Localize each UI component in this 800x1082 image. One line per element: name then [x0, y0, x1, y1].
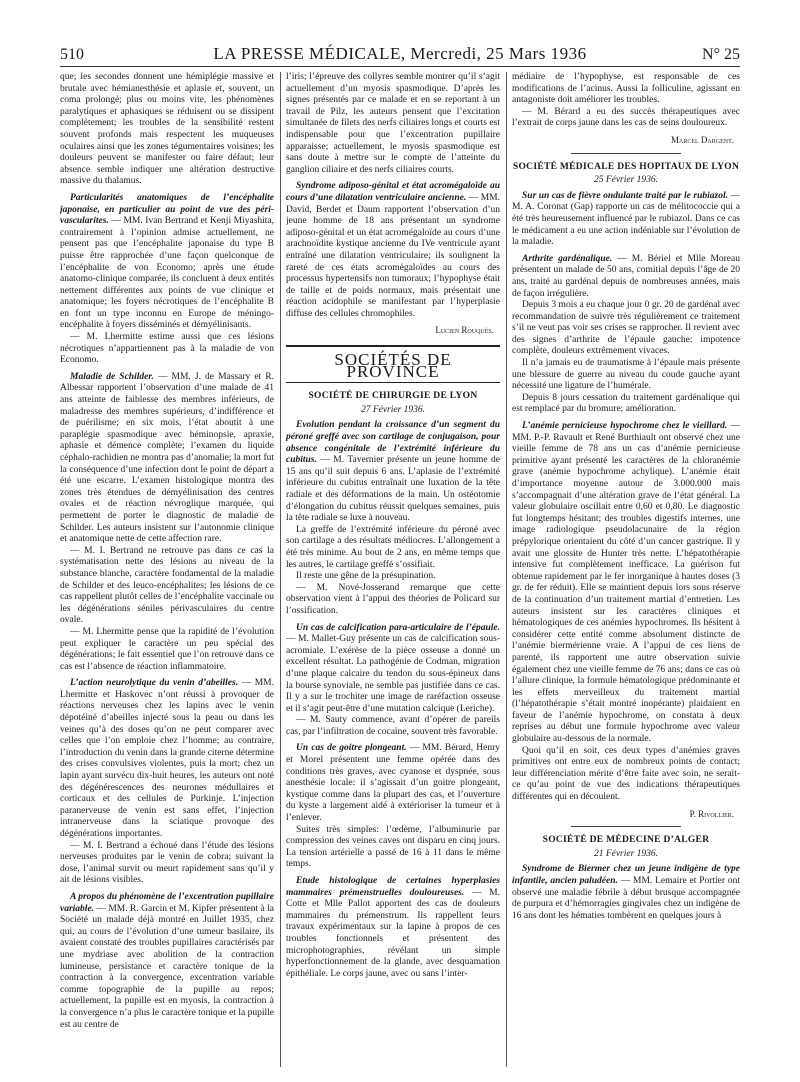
author-signature: Marcel Dargent. [671, 134, 734, 145]
article-paragraph: Depuis 8 jours cessation du traitement gardénalique qui est remplacé par du bromure; amélioration. [512, 392, 740, 415]
article-heading: Un cas de calcification para-articulaire de l’épaule. [296, 622, 500, 633]
article-text: — M. Tavernier présente un jeune homme de 15 ans qu’il suit depuis 6 ans. L’aplasie de l’extrémité inférieure du cubitus entraînait une luxation de la tête radiale et des déformations de la main. Un ostéotomie d’élongation du cubitus réussit quelques semaines, puis la tête radiale se luxe à nouveau. [286, 455, 500, 524]
article-paragraph: Depuis 3 mois a eu chaque jour 0 gr. 20 de gardénal avec recommandation de suivre très régulièrement ce traitement s’il ne veut pas voir ses crises se rapprocher. Il revient avec des signes d’arthrite de l’épaule gauche: impotence complète, douleurs extrêmement vivaces. [512, 300, 740, 357]
separator-rule [571, 826, 681, 827]
article-paragraph: Suites très simples: l’œdème, l’albuminurie par compression des veines caves ont disparu en cinq jours. La tension artérielle a passé de 16 à 11 dans le même temps. [286, 824, 500, 870]
issue-number: N° 25 [702, 46, 740, 63]
article-heading: Maladie de Schilder. [70, 371, 154, 382]
article [512, 191, 740, 249]
society-heading: SOCIÉTÉ MÉDICALE DES HOPITAUX DE LYON [512, 161, 740, 172]
article-text: — MM. Bérard, Henry et Morel présentent une femme opérée dans des conditions très graves, avec cyanose et dyspnée, sous anesthésie locale: il s’agissait d’un goitre plongeant, kystique comme dans la plupart des cas, et l’ouverture du kyste a largement aidé à extérioriser la tumeur et à l’enlever. [286, 743, 500, 824]
article-text: — MM. Lhermitte et Haskovec n’ont réussi à provoquer de réactions nerveuses chez les lapins avec le venin dépotéiné d’abeilles injecté sous la peau ou dans les veines qu’à des doses qu’on ne peut comparer avec celles que l’on emploie chez l’homme; au contraire, l’introduction du venin dans la grande citerne détermine des crises convulsives violentes, puis la mort; chez un lapin ayant survécu dix-huit heures, les auteurs ont noté des dégénérescences des neurones médullaires et corticaux et des cellules de Purkinje. L’injection paranerveuse de venin est sans effet, l’injection intranerveuse dans la sciatique provoque des dégénérations importantes. [60, 678, 274, 839]
header-rule [60, 66, 740, 67]
article-text: — M. Bériel et Mlle Moreau présentent un malade de 50 ans, comitial depuis l’âge de 20 ans, traité au gardénal depuis de nombreuses années, mais de façon irrégulière. [512, 253, 740, 299]
article [512, 254, 740, 416]
column-3 [512, 72, 740, 1072]
article-heading: Syndrome adiposo-génital et état acromégaloïde au cours d’une dilatation ventriculaire ancienne. [286, 181, 500, 203]
article [286, 181, 500, 320]
article-text: que; les secondes donnent une hémiplégie massive et brutale avec hémianesthésie et aplasie et, souvent, un coma prolongé; plus ou moins vite, les phénomènes paralytiques et aphasiques se réduisent ou se dissipent complètement; les troubles de la sensibilité restent souvent profonds mais respectent les muqueuses oculaires ainsi que les zones tégumentaires voisines; les douleurs peuvent se manifester ou faire défaut; leur absence semble indiquer une altération destructive massive du thalamus. [60, 72, 274, 187]
article-paragraph: Quoi qu’il en soit, ces deux types d’anémies graves primitives ont entre eux de nombreux points de contact; leur différenciation mérite d’être faite avec soin, ne serait-ce qu’au point de vue des indications thérapeutiques différentes qui en découlent. [512, 745, 740, 803]
article-heading: L’action neurolytique du venin d’abeilles. [70, 678, 239, 689]
journal-title: LA PRESSE MÉDICALE, Mercredi, 25 Mars 1936 [213, 44, 587, 63]
article-text: l’iris; l’épreuve des collyres semble montrer qu’il s’agit actuellement d’un myosis spasmodique. D’après les signes présentés par ce malade et en se reportant à un travail de Pilz, les auteurs pensent que l’excitation simultanée de filets des nerfs ciliaires longs et courts est indispensable pour que l’excentration pupillaire apparaisse; actuellement, le myosis spasmodique est sans doute à mettre sur le compte de l’atteinte du ganglion ciliaire et des nerfs ciliaires courts. [286, 72, 500, 175]
society-heading: SOCIÉTÉ DE CHIRURGIE DE LYON [308, 391, 478, 402]
article-heading: Evolution pendant la croissance d’un segment du péroné greffé avec son cartilage de conjugaison, pour absence congénitale de l’extrémité inférieure du cubitus. [286, 420, 500, 466]
article-heading: L’anémie pernicieuse hypochrome chez le vieillard. [522, 421, 728, 432]
article-heading: Un cas de goitre plongeant. [296, 743, 407, 754]
column-1 [60, 72, 274, 1072]
article-text: — M. A. Coronat (Gap) rapporte un cas de mélitococcie qui a été très heureusement influencé par le rubiazol. Dans ce cas le médicament a eu une action indéniable sur l’évolution de la maladie. [512, 190, 740, 248]
article-text: — M. Mallet-Guy présente un cas de calcification sous-acromiale. L’exérèse de la pièce osseuse a donné un excellent résultat. La pathogénie de Codman, migration d’une plaque calcaire du tendon du sous-épineux dans la bourse synoviale, ne semble pas justifiée dans ce cas. Il y a sur le trochiter une image de raréfaction osseuse et il s’agit peut-être d’une mutation calcique (Leriche). [286, 634, 500, 714]
article-paragraph: — M. Bérard a eu des succès thérapeutiques avec l’extrait de corps jaune dans les cas de seins douloureux. [512, 106, 740, 129]
session-date: 27 Février 1936. [360, 404, 426, 415]
article [60, 678, 274, 887]
article-heading: Particularités anatomiques de l’encéphalite japonaise, en particulier au point de vue des péri-vascularites. [60, 192, 274, 227]
article-text: — MM. Lemaire et Portier ont observé une maladie fébrile à début brusque accompagnée de purpura et d’hémorragies gingivales chez un indigène de 16 ans dont les hématies tombèrent en quelques jours à [512, 876, 740, 921]
article-paragraph: — M. Lhermitte estime aussi que ces lésions nécrotiques n’appartiennent pas à la maladie de von Economo. [60, 332, 274, 366]
page-header [60, 44, 740, 66]
article-paragraph: — M. Lhermitte pense que la rapidité de l’évolution peut expliquer le caractère un peu spécial des dégénérations; le fait essentiel que l’on retrouve dans ce cas est l’absence de réaction inflammatoire. [60, 626, 274, 672]
article [286, 72, 500, 176]
article-heading: Etude histologique de certaines hyperplasies mammaires prémenstruelles douloureuses. [286, 876, 500, 898]
section-banner: SOCIÉTÉS DE PROVINCE [286, 345, 500, 383]
page-number: 510 [60, 46, 84, 63]
session-date: 25 Février 1936. [593, 175, 659, 186]
article-text: — MM. Ivan Bertrand et Kenji Miyashita, contrairement à l’opinion admise actuellement, ne pensent pas que l’encéphalite japonaise du type B puisse être rapprochée d’une façon quelconque de l’encéphalite de von Economo; après une étude anatomo-clinique comparée, ils concluent à deux entités nettement différentes aux points de vue clinique et anatomique; les foyers nécrotiques de l’encéphalite B en font un type inconnu en Europe de méningo-encéphalite à foyers disséminés et démyélinisants. [60, 216, 274, 331]
article [286, 876, 500, 980]
article-paragraph: — M. I. Bertrand a échoué dans l’étude des lésions nerveuses produites par le venin de cobra; suivant la dose, l’animal survit ou meurt rapidement sans qu’il y ait de lésions visibles. [60, 840, 274, 886]
article-heading: Syndrome de Biermer chez un jeune indigène de type infantile, ancien paludéen. [512, 864, 740, 886]
column-2 [286, 72, 500, 1072]
column-divider [280, 72, 281, 1067]
article-paragraph: — M. I. Bertrand ne retrouve pas dans ce cas la systématisation nette des lésions au niveau de la substance blanche, caractère fondamental de la maladie de Schilder et des leuco-encéphalites; les lésions de ce cas rappellent plutôt celles de l’encéphalite vaccinale ou les dégénérations séniles périvasculaires du centre ovale. [60, 545, 274, 626]
article-paragraph: — M. Nové-Josserand remarque que cette observation vient à l’appui des théories de Policard sur l’ossification. [286, 582, 500, 616]
article [286, 743, 500, 871]
author-signature: P. Rivollier. [689, 808, 734, 819]
article [512, 864, 740, 922]
article-text: médiaire de l’hypophyse, est responsable de ces modifications de l’acinus. Aussi la folliculine, agissant en antagoniste doit améliorer les troubles. [512, 72, 740, 106]
article-heading: A propos du phénomène de l’excentration pupillaire variable. [60, 891, 274, 914]
article-text: — M. Cotte et Mlle Pallot apportent des cas de douleurs mammaires du prémenstrum. Ils rappellent leurs travaux expérimentaux sur la lapine à propos de ces troubles fonctionnels et présentent des microphotographies, révélant un simple hyperfonctionnement de la glande, avec desquamation épithéliale. Le corps jaune, avec ou sans l’inter- [286, 887, 500, 979]
author-signature: Lucien Rouquès. [435, 325, 494, 336]
article-paragraph: — M. Sauty commence, avant d’opérer de pareils cas, par l’infiltration de cocaïne, souvent très favorable. [286, 715, 500, 737]
article-heading: Sur un cas de fièvre ondulante traité par le rubiazol. [522, 190, 728, 201]
article [60, 193, 274, 367]
article [286, 420, 500, 617]
article-paragraph: Il reste une gêne de la présupination. [296, 571, 436, 582]
article [286, 623, 500, 739]
article-text: — MM. J. de Massary et R. Albessar rapportent l’observation d’une malade de 41 ans atteinte de faiblesse des membres inférieurs, de maladresse des membres supérieurs, d’indifférence et de puérilisme; en six mois, l’état aboutit à une paraplégie spasmodique avec héminopsie, apraxie, aphasie et démence complète; l’examen du liquide céphalo-rachidien ne montra pas d’anomalie; la mort fut la conséquence d’une infection dont le point de départ a été une escarre. L’examen histologique montra des zones très étendues de démyélinisation des centres ovales et de réaction névroglique marquée, qui permettent de porter le diagnostic de maladie de Schilder. Les auteurs insistent sur l’autonomie clinique et anatomique nette de cette affection rare. [60, 371, 274, 545]
article [512, 72, 740, 130]
article [60, 372, 274, 673]
article-text: — MM. R. Garcin et M. Kipfer présentent à la Société un malade déjà montré en Juillet 1935, chez qui, au cours de l’évolution d’une tumeur basilaire, ils avaient constaté des troubles pupillaires caractérisés par une mydriase avec abolition de la contraction lumineuse, persistance et caractère tonique de la contraction à la convergence, excentration variable comme topographie de la pupille au repos; actuellement, la pupille est en myosis, la contraction à la convergence n’a plus le caractère tonique et la pupille est au centre de [60, 903, 274, 1030]
article [512, 421, 740, 804]
article [60, 72, 274, 188]
article-text: — MM. David, Berdet et Daum rapportent l’observation d’un jeune homme de 18 ans présentant un syndrome adiposo-génital et un état acromégaloïde au cours d’une arachnoïdite kystique ancienne du IVe ventricule ayant entraîné une dilatation ventriculaire; ils soulignent la rareté de ces états acromégaloïdes au cours des processus hypertensifs non tumoraux; l’hypophyse était de taille et de poids normaux, mais présentait une réaction acidophile se manifestant par l’hyperplasie diffuse des cellules chromophiles. [286, 192, 500, 319]
article-paragraph: Il n’a jamais eu de traumatisme à l’épaule mais présente une blessure de guerre au niveau du coude gauche ayant nécessité une ligature de l’humérale. [512, 358, 740, 392]
separator-rule [571, 153, 681, 154]
article-paragraph: La greffe de l’extrémité inférieure du péroné avec son cartilage a des résultats médiocres. L’allongement a été très minime. Au bout de 2 ans, en même temps que les autres, le cartilage greffé s’ossifiait. [286, 524, 500, 570]
article-text: — MM. P.-P. Ravault et René Burthiault ont observé chez une vieille femme de 78 ans un cas d’anémie pernicieuse primitive ayant présenté les caractères de la chloranémie grave (anémie hypochrome achylique). L’anémie était d’importance moyenne autour de 3.000.000 mais s’accompagnait d’une altération grave de l’état général. La valeur globulaire oscillait entre 0,60 et 0,80. Le diagnostic fut longtemps hésitant; des troubles digestifs internes, une image radiologique pseudolacunaire de la région prépylorique orientaient du côté d’un cancer gastrique. Il y avait une glossite de Hunter très nette. L’hépatothérapie intensive fut complètement inefficace. La guérison fut obtenue rapidement par le fer inorganique à hautes doses (3 gr. de fer réduit). Elle se maintient depuis lors sous réserve de la continuation d’un traitement martial d’entretien. Les auteurs insistent sur les caractères cliniques et hématologiques de ces anémies hypochromes. Ils hésitent à considérer cette entité comme absolument distincte de l’anémie biermérienne vraie. A l’appui de ces liens de parenté, ils rapportent une autre observation suivie également chez une vieille femme de 76 ans; dans ce cas où l’allure clinique, la formule hématologique prédominante et les effets merveilleux du traitement martial (l’hépatothérapie s’était montré inopérante) plaidaient en faveur de l’anémie hypochrome, on constata à deux reprises au début une formule hypochrome avec valeur globulaire au-dessous de la normale. [512, 421, 740, 745]
article [60, 892, 274, 1031]
column-divider [506, 72, 507, 1067]
session-date: 21 Février 1936. [593, 848, 659, 859]
article-heading: Arthrite gardénalique. [522, 253, 613, 264]
society-heading: SOCIÉTÉ DE MÉDECINE D’ALGER [542, 835, 710, 846]
